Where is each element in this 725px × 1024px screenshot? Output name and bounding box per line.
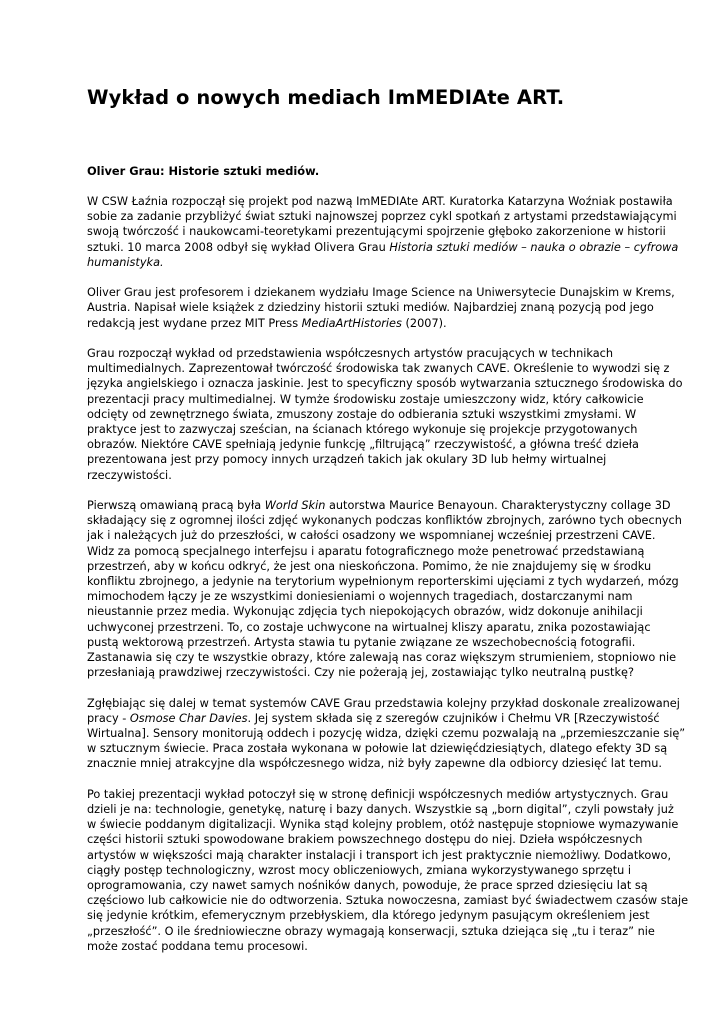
italic-text: MediaArtHistories xyxy=(301,316,402,330)
text-run: Austria. Napisał wiele książek z dziedziny historii sztuki mediów. Najbardziej znaną pozycją pod jego xyxy=(87,301,654,315)
text-line xyxy=(87,224,666,239)
text-run: może zostać poddana temu procesowi. xyxy=(87,939,308,953)
text-run: w sztucznym świecie. Praca została wykonana w połowie lat dziewięćdziesiątych, dlatego efekty 3D są xyxy=(87,742,668,756)
text-run: nieustannie przez media. Wykonując zdjęcia tych niepokojących obrazów, widz dokonuje anihilacji xyxy=(87,605,643,619)
text-line xyxy=(87,209,677,224)
paragraph xyxy=(87,696,686,772)
text-run: pustą wektorową przestrzeń. Artysta stawia tu pytanie związane ze wszechobecnością fotografii. xyxy=(87,635,636,649)
text-line xyxy=(87,407,643,422)
text-run: prezentacji pracy multimedialnej. W tymże środowisku zostaje umieszczony widz, który całkowicie xyxy=(87,392,644,406)
text-line xyxy=(87,452,643,467)
text-line xyxy=(87,392,643,407)
text-run: Pierwszą omawianą pracą była xyxy=(87,499,265,513)
italic-text: World Skin xyxy=(264,499,326,513)
text-run: konfliktu zbrojnego, a jedynie na terytorium wypełnionym reporterskimi ujęciami z tych wydarzeń, mózg xyxy=(87,575,679,589)
text-run: mimochodem łączy je ze wszystkimi doniesieniami o wojennych tragediach, dostarczanymi nam xyxy=(87,590,633,604)
text-run: „przeszłość”. O ile średniowieczne obrazy wymagają konserwacji, sztuka dziejąca się „tu i teraz” nie xyxy=(87,924,655,938)
text-line xyxy=(87,878,648,893)
text-run: praktyce jest to zazwyczaj sześcian, na ścianach którego wykonuje się projekcje przygotowanych xyxy=(87,423,638,437)
text-line xyxy=(87,924,655,939)
text-line xyxy=(87,574,679,589)
text-line xyxy=(87,285,675,300)
text-run: prezentowana jest przy pomocy innych urządzeń takich jak okulary 3D lub hełmy wirtualnej xyxy=(87,453,607,467)
text-run: (2007). xyxy=(401,316,447,330)
text-line xyxy=(87,194,673,209)
article-subtitle: Oliver Grau: Historie sztuki mediów. xyxy=(87,164,320,178)
text-run: Zastanawia się czy te wszystkie obrazy, które zalewają nas coraz większym strumieniem, stopniowo nie xyxy=(87,651,677,665)
text-line xyxy=(87,741,668,756)
text-run: w świecie poddanym digitalizacji. Wynika stąd kolejny problem, otóż następuje stopniowe wymazywanie xyxy=(87,818,679,832)
text-line xyxy=(87,665,643,680)
text-line xyxy=(87,893,689,908)
text-line xyxy=(87,650,677,665)
text-run: częściowo lub całkowicie nie do odtworzenia. Sztuka nowoczesna, zamiast być świadectwem czasów staje xyxy=(87,894,689,908)
text-run: przesłaniają prawdziwej rzeczywistości. Czy nie pożerają jej, zostawiając tylko neutralną pustkę? xyxy=(87,666,634,680)
text-run: uchwyconej przestrzeni. To, co zostaje uchwycone na wirtualnej kliszy aparatu, znika pozostawiając xyxy=(87,620,651,634)
text-run: języka angielskiego i oznacza jaskinie. Jest to specyficzny sposób wytwarzania sztucznego środowiska do xyxy=(87,377,683,391)
text-line xyxy=(87,696,680,711)
text-line xyxy=(87,346,643,361)
text-line xyxy=(87,240,679,255)
text-run: części historii sztuki spowodowane brakiem powszechnego dostępu do niej. Dzieła współczesnych xyxy=(87,833,643,847)
text-line xyxy=(87,255,643,270)
text-line xyxy=(87,787,669,802)
text-line xyxy=(87,498,671,513)
text-run: oprogramowania, czy nawet samych nośników danych, powoduje, że prace sprzed dziesięciu lat są xyxy=(87,879,648,893)
text-line xyxy=(87,437,643,452)
italic-text: Historia sztuki mediów – nauka o obrazie – cyfrowa xyxy=(389,240,679,254)
text-run: Oliver Grau jest profesorem i dziekanem wydziału Image Science na Uniwersytecie Dunajskim w Krems, xyxy=(87,286,675,300)
text-run: redakcją jest wydane przez MIT Press xyxy=(87,316,302,330)
text-line xyxy=(87,376,683,391)
text-run: składający się z ogromnej ilości zdjęć wykonanych podczas konfliktów zbrojnych, zarówno tych obecnych xyxy=(87,514,682,528)
text-line xyxy=(87,832,643,847)
text-run: się jedynie krótkim, efemerycznym przebłyskiem, dla którego jedynym pasującym określeniem jest xyxy=(87,909,650,923)
text-line xyxy=(87,559,652,574)
text-line xyxy=(87,726,686,741)
italic-text: humanistyka. xyxy=(87,255,164,269)
text-run: Grau rozpoczął wykład od przedstawienia współczesnych artystów pracujących w technikach xyxy=(87,347,614,360)
text-run: dzieli je na: technologie, genetykę, naturę i bazy danych. Wszystkie są „born digital”, czyli powstały już xyxy=(87,803,674,817)
document-title: Wykład o nowych mediach ImMEDIAte ART. xyxy=(87,86,565,109)
text-run: . Jej system składa się z szeregów czujników i Chełmu VR [Rzeczywistość xyxy=(247,711,660,725)
paragraph xyxy=(87,285,675,331)
text-line xyxy=(87,620,651,635)
text-line xyxy=(87,361,670,376)
text-line xyxy=(87,316,643,331)
paragraph xyxy=(87,194,679,270)
text-run: sobie za zadanie przybliżyć świat sztuki najnowszej poprzez cykl spotkań z artystami przedstawiającymi xyxy=(87,210,677,224)
text-line xyxy=(87,817,679,832)
text-line xyxy=(87,544,643,559)
text-line xyxy=(87,848,672,863)
paragraph xyxy=(87,346,683,483)
text-run: sztuki. 10 marca 2008 odbył się wykład Olivera Grau xyxy=(87,240,390,254)
text-run: Widz za pomocą specjalnego interfejsu i aparatu fotograficznego może penetrować przedstawianą xyxy=(87,544,645,558)
text-run: multimedialnych. Zaprezentował twórczość środowiska tak zwanych CAVE. Określenie to wywodzi się z xyxy=(87,362,670,376)
text-run: odcięty od zewnętrznego świata, zmuszony zostaje do odbierania sztuki wszystkimi zmysłami. W xyxy=(87,407,637,421)
text-line xyxy=(87,802,674,817)
italic-text: Osmose Char Davies xyxy=(129,711,248,725)
text-run: autorstwa Maurice Benayoun. Charakterystyczny collage 3D xyxy=(325,499,671,513)
text-run: Po takiej prezentacji wykład potoczył się w stronę definicji współczesnych mediów artystycznych. Grau xyxy=(87,787,669,801)
text-run: Wirtualna]. Sensory monitorują oddech i pozycję widza, dzięki czemu pozwalają na „przemieszczanie się” xyxy=(87,727,686,741)
text-line xyxy=(87,513,682,528)
text-run: przestrzeń, aby w końcu odkryć, że jest ona nieskończona. Pomimo, że nie znajdujemy się w środku xyxy=(87,559,652,573)
text-line xyxy=(87,863,643,878)
text-line xyxy=(87,908,650,923)
text-run: pracy - xyxy=(87,711,130,725)
paragraph xyxy=(87,498,682,680)
text-run: Zgłębiając się dalej w temat systemów CAVE Grau przedstawia kolejny przykład doskonale zrealizowanej xyxy=(87,696,680,710)
article-body xyxy=(87,194,689,969)
text-line xyxy=(87,756,663,771)
text-run: obrazów. Niektóre CAVE spełniają jedynie funkcję „filtrującą” rzeczywistość, a główna treść dzieła xyxy=(87,438,639,452)
text-line xyxy=(87,468,643,483)
text-line xyxy=(87,635,643,650)
text-line xyxy=(87,528,656,543)
text-run: swoją twórczość i naukowcami-teoretykami prezentującymi spojrzenie głęboko zakorzenione w historii xyxy=(87,225,666,239)
text-line xyxy=(87,711,660,726)
text-line xyxy=(87,589,643,604)
text-run: ciągły postęp technologiczny, wzrost mocy obliczeniowych, zmiana wykorzystywanego sprzętu i xyxy=(87,863,632,877)
text-line xyxy=(87,300,654,315)
text-line xyxy=(87,422,643,437)
text-line xyxy=(87,604,643,619)
text-run: rzeczywistości. xyxy=(87,468,172,482)
text-run: znacznie mniej atrakcyjne dla współczesnego widza, niż były zapewne dla odbiorcy dziesięć lat temu. xyxy=(87,757,663,771)
text-run: W CSW Łaźnia rozpoczął się projekt pod nazwą ImMEDIAte ART. Kuratorka Katarzyna Woźniak postawiła xyxy=(87,195,673,208)
paragraph xyxy=(87,787,689,954)
text-run: jak i należących już do przeszłości, w całości osadzony we wspomnianej wcześniej przestrzeni CAVE. xyxy=(87,529,656,543)
text-run: artystów w większości mają charakter instalacji i transport ich jest praktycznie niemożliwy. Dodatkowo, xyxy=(87,848,672,862)
text-line xyxy=(87,939,643,954)
